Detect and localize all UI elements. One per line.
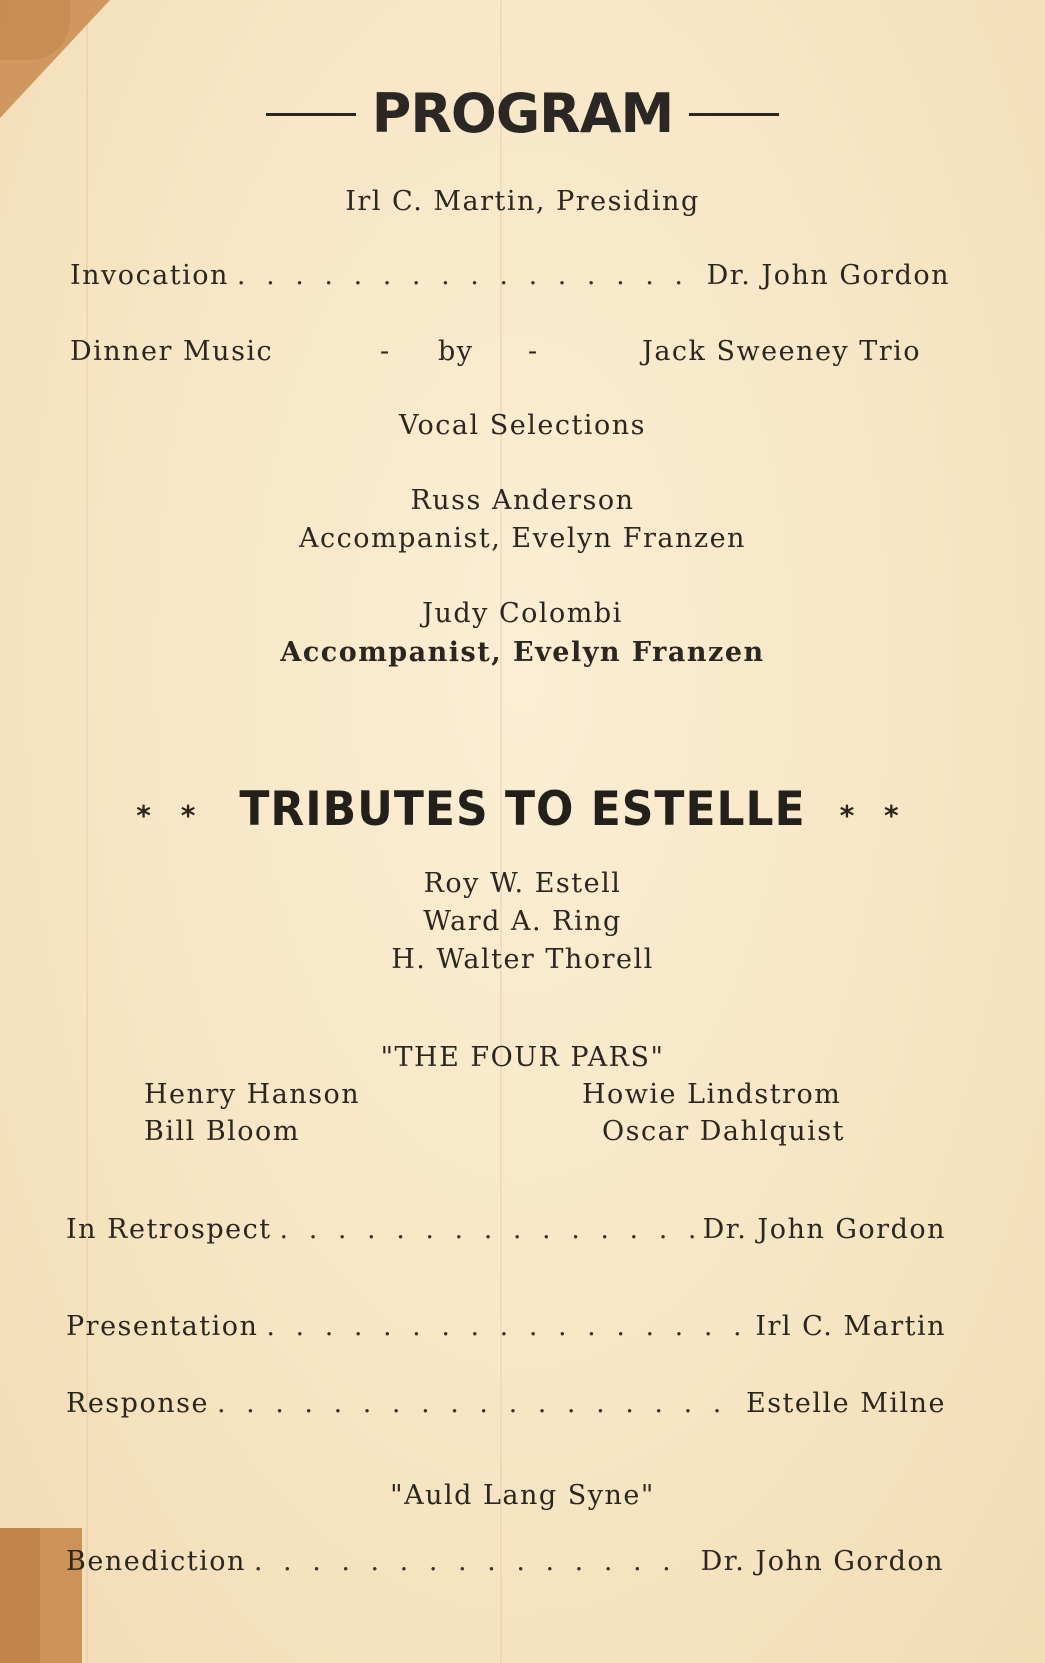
- tributes-heading: TRIBUTES TO ESTELLE: [239, 781, 806, 838]
- retrospect-label: In Retrospect: [66, 1214, 272, 1245]
- quartet-member: Oscar Dahlquist: [602, 1116, 845, 1147]
- song-title: "Auld Lang Syne": [390, 1480, 655, 1511]
- vocal-heading: Vocal Selections: [399, 410, 646, 441]
- accompanist-line: Accompanist, Evelyn Franzen: [299, 523, 746, 554]
- tape-stain: [0, 1528, 40, 1663]
- dinner-music-dash: -: [380, 336, 391, 367]
- presentation-label: Presentation: [66, 1311, 259, 1342]
- quartet-member: Bill Bloom: [144, 1116, 300, 1147]
- title-rule-right: [689, 113, 779, 116]
- stars-ornament: * *: [136, 799, 206, 832]
- singer-name: Judy Colombi: [422, 598, 623, 629]
- retrospect-name: Dr. John Gordon: [702, 1214, 946, 1245]
- dinner-music-label: Dinner Music: [70, 336, 274, 367]
- presentation-name: Irl C. Martin: [755, 1311, 946, 1342]
- title-rule-left: [266, 113, 356, 116]
- four-pars-heading: "THE FOUR PARS": [380, 1042, 665, 1073]
- dot-leader: [280, 1214, 695, 1245]
- retrospect-row: [66, 1214, 946, 1245]
- dot-leader: [217, 1388, 738, 1419]
- presentation-row: [66, 1311, 946, 1342]
- benediction-row: [66, 1546, 944, 1577]
- tribute-speaker: Roy W. Estell: [423, 868, 622, 899]
- invocation-label: Invocation: [70, 260, 229, 291]
- invocation-row: [70, 260, 950, 291]
- dinner-music-by: by: [438, 336, 474, 367]
- tributes-heading-row: [0, 781, 1045, 838]
- dot-leader: [254, 1546, 693, 1577]
- stars-ornament: * *: [839, 799, 909, 832]
- singer-name: Russ Anderson: [410, 485, 635, 516]
- tribute-speaker: Ward A. Ring: [423, 906, 622, 937]
- program-title-text: PROGRAM: [371, 82, 674, 145]
- response-label: Response: [66, 1388, 209, 1419]
- response-row: [66, 1388, 946, 1419]
- dot-leader: [237, 260, 699, 291]
- program-title: [0, 82, 1045, 145]
- dinner-music-name: Jack Sweeney Trio: [642, 336, 922, 367]
- dot-leader: [266, 1311, 747, 1342]
- benediction-label: Benediction: [66, 1546, 246, 1577]
- accompanist-line: Accompanist, Evelyn Franzen: [280, 637, 765, 668]
- dinner-music-dash: -: [528, 336, 539, 367]
- quartet-member: Howie Lindstrom: [582, 1079, 842, 1110]
- tribute-speaker: H. Walter Thorell: [391, 944, 654, 975]
- benediction-name: Dr. John Gordon: [700, 1546, 944, 1577]
- quartet-member: Henry Hanson: [144, 1079, 361, 1110]
- presiding-line: Irl C. Martin, Presiding: [345, 186, 700, 217]
- invocation-name: Dr. John Gordon: [706, 260, 950, 291]
- response-name: Estelle Milne: [745, 1388, 946, 1419]
